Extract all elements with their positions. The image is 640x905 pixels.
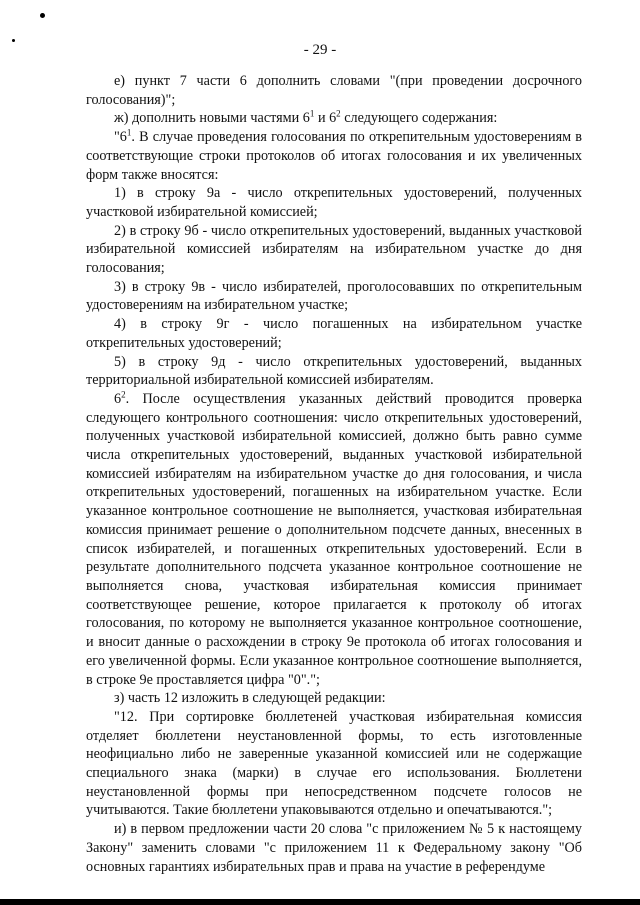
page-number: - 29 -	[303, 42, 337, 58]
paragraph-zh: ж) дополнить новыми частями $6^1$ и $6^2$ следующего содержания:	[114, 108, 498, 127]
scan-speck	[40, 13, 45, 18]
list-item: 4) в строку 9г - число погашенных на избирательном участке открепительных удостоверений;	[86, 316, 582, 351]
paragraph-part-12: "12. При сортировке бюллетеней участковая избирательная комиссия отделяет бюллетени неустановленной формы, то есть изготовленные неофициально либо не заверенные указанной комиссией или не содержащие специального знака (марки) в случае его использования. Бюллетени неустановленной формы при непосредственном подсчете голосов не учитываются. Такие бюллетени упаковываются отдельно и опечатываются.";	[86, 708, 582, 819]
paragraph-i: и) в первом предложении части 20 слова "с приложением № 5 к настоящему Закону" заменить словами "с приложением 11 к Федеральному закону "Об основных гарантиях избирательных прав и права на участие в референдуме	[86, 821, 582, 875]
document-body	[86, 72, 582, 876]
list-item: 3) в строку 9в - число избирателей, проголосовавших по открепительным удостоверениям на избирательном участке;	[86, 278, 582, 314]
list-item: 2) в строку 9б - число открепительных удостоверений, выданных участковой избирательной комиссией избирателям на избирательном участке до дня голосования;	[86, 222, 582, 277]
paragraph-part-6-1: "$6^1$. В случае проведения голосования по открепительным удостоверениям в соответствующие строки протоколов об итогах голосования и их увеличенных форм также вносятся:	[86, 127, 582, 183]
scan-bottom-edge	[0, 899, 640, 905]
list-item: 1) в строку 9а - число открепительных удостоверений, полученных участковой избирательной комиссией;	[86, 185, 582, 220]
paragraph-z: з) часть 12 изложить в следующей редакции:	[114, 690, 386, 707]
paragraph-part-6-2: $6^2$. После осуществления указанных действий проводится проверка следующего контрольного соотношения: число открепительных удостоверений, полученных участковой избирательной комиссией, должно быть равно сумме числа открепительных удостоверений, выданных участковой избирательной комиссией избирателям на избирательном участке до дня голосования, и числа открепительных удостоверений, погашенных на избирательном участке. Если указанное контрольное соотношение не выполняется, участковая избирательная комиссия принимает решение о дополнительном подсчете данных, внесенных в список избирателей, и погашенных открепительных удостоверений. Если в результате дополнительного подсчета указанное контрольное соотношение не выполняется снова, участковая избирательная комиссия принимает соответствующее решение, которое прилагается к протоколу об итогах голосования, по которому не выполняется указанное контрольное соотношение, и вносит данные о расхождении в строку 9е протокола об итогах голосования и его увеличенной формы. Если указанное контрольное соотношение выполняется, в строке 9е проставляется цифра "0".";	[86, 389, 582, 688]
list-item: 5) в строку 9д - число открепительных удостоверений, выданных территориальной избирательной комиссией избирателям.	[86, 353, 582, 389]
paragraph-e: е) пункт 7 части 6 дополнить словами "(при проведении досрочного голосования)";	[86, 73, 582, 108]
